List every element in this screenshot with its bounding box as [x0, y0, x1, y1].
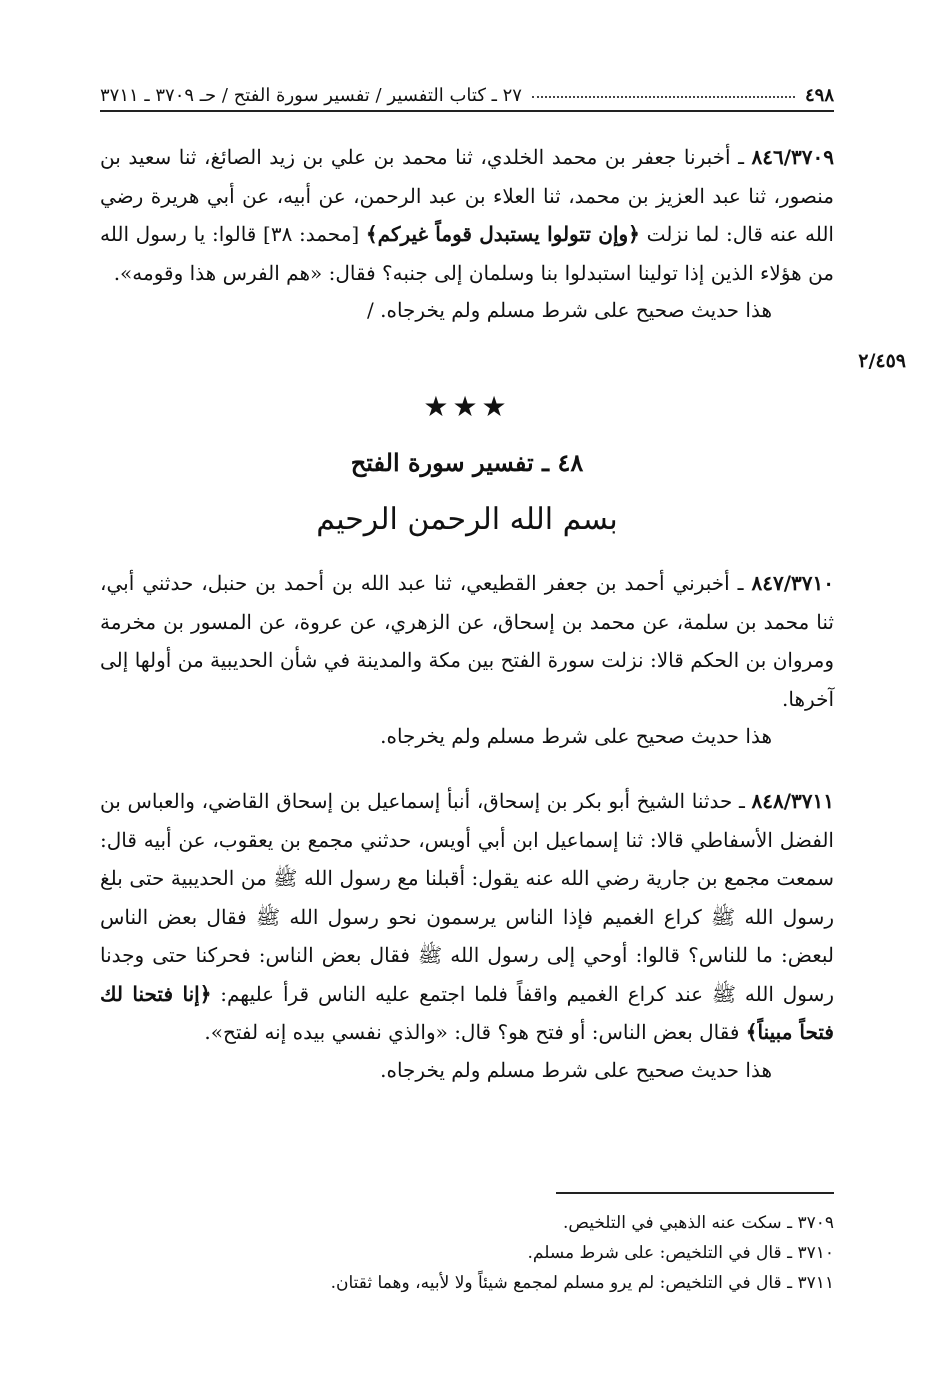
- hadith-text: ـ أخبرني أحمد بن جعفر القطيعي، ثنا عبد الله بن أحمد بن حنبل، حدثني أبي، ثنا محمد بن سلمة، عن محمد بن إسحاق، عن الزهري، عن عروة، عن المسور بن مخرمة ومروان بن الحكم قالا: نزلت سورة الفتح بين مكة والمدينة في شأن الحديبية من أولها إلى آخرها.: [100, 571, 834, 711]
- hadith-text-continued: فقال بعض الناس: أو فتح هو؟ قال: «والذي نفسي بيده إنه لفتح».: [204, 1020, 746, 1044]
- hadith-number: ٨٤٨/٣٧١١: [751, 789, 834, 813]
- margin-reference: ٢/٤٥٩: [858, 350, 906, 372]
- page-header: [100, 76, 834, 112]
- hadith-text: ـ أخبرنا جعفر بن محمد الخلدي، ثنا محمد بن علي بن زيد الصائغ، ثنا سعيد بن منصور، ثنا عبد العزيز بن محمد، ثنا العلاء بن عبد الرحمن، عن أبيه، عن أبي هريرة رضي الله عنه قال: لما نزلت: [100, 145, 834, 246]
- page-number: ٤٩٨: [804, 85, 834, 106]
- section-separator: ★★★: [423, 390, 511, 423]
- hadith-text-continued: [محمد: ٣٨] قالوا: يا رسول الله من هؤلاء الذين إذا تولينا استبدلوا بنا وسلمان إلى جنبه؟ فقال: «هم الفرس هذا وقومه».: [100, 222, 834, 285]
- hadith-3711-text: [100, 782, 834, 1052]
- hadith-number: ٨٤٧/٣٧١٠: [751, 571, 834, 595]
- hadith-verdict: هذا حديث صحيح على شرط مسلم ولم يخرجاه.: [380, 1057, 772, 1082]
- hadith-3711: [100, 782, 834, 1088]
- hadith-number: ٨٤٦/٣٧٠٩: [751, 145, 834, 169]
- hadith-3710-text: [100, 564, 834, 718]
- hadith-verdict: هذا حديث صحيح على شرط مسلم ولم يخرجاه.: [380, 724, 772, 748]
- footnote-item: ٣٧١٠ ـ قال في التلخيص: على شرط مسلم.: [527, 1243, 834, 1263]
- running-title: ٢٧ ـ كتاب التفسير / تفسير سورة الفتح / حـ ٣٧٠٩ ـ ٣٧١١: [100, 85, 522, 106]
- quran-verse: ﴿وإن تتولوا يستبدل قوماً غيركم﴾: [365, 222, 640, 246]
- basmala: بسم الله الرحمن الرحيم: [316, 502, 618, 537]
- hadith-text: ـ حدثنا الشيخ أبو بكر بن إسحاق، أنبأ إسماعيل بن إسحاق القاضي، والعباس بن الفضل الأسفاطي قالا: ثنا إسماعيل ابن أبي أويس، حدثني مجمع بن يعقوب، عن أبيه قال: سمعت مجمع بن جارية رضي الله عنه يقول: أقبلنا مع رسول الله ﷺ من الحديبية حتى بلغ رسول الله ﷺ كراع الغميم فإذا الناس يرسمون نحو رسول الله ﷺ فقال بعض الناس لبعض: ما للناس؟ قالوا: أوحي إلى رسول الله ﷺ فقال بعض الناس: فحركنا حتى وجدنا رسول الله ﷺ عند كراع الغميم واقفاً فلما اجتمع عليه الناس قرأ عليهم:: [100, 789, 834, 1006]
- hadith-3710: [100, 564, 834, 754]
- hadith-3709-text: [100, 138, 834, 292]
- footnote-rule: [556, 1192, 834, 1194]
- chapter-title: ٤٨ ـ تفسير سورة الفتح: [350, 448, 584, 477]
- hadith-verdict: هذا حديث صحيح على شرط مسلم ولم يخرجاه. /: [367, 298, 772, 322]
- footnotes: [100, 1208, 834, 1298]
- hadith-3709: [100, 138, 834, 328]
- header-dotted-leader: [532, 96, 795, 98]
- footnote-item: ٣٧٠٩ ـ سكت عنه الذهبي في التلخيص.: [562, 1213, 834, 1233]
- quran-verse: ﴿إنا فتحنا لك فتحاً مبيناً﴾: [100, 981, 834, 1044]
- footnote-item: ٣٧١١ ـ قال في التلخيص: لم يرو مسلم لمجمع شيئاً ولا لأبيه، وهما ثقتان.: [330, 1273, 834, 1293]
